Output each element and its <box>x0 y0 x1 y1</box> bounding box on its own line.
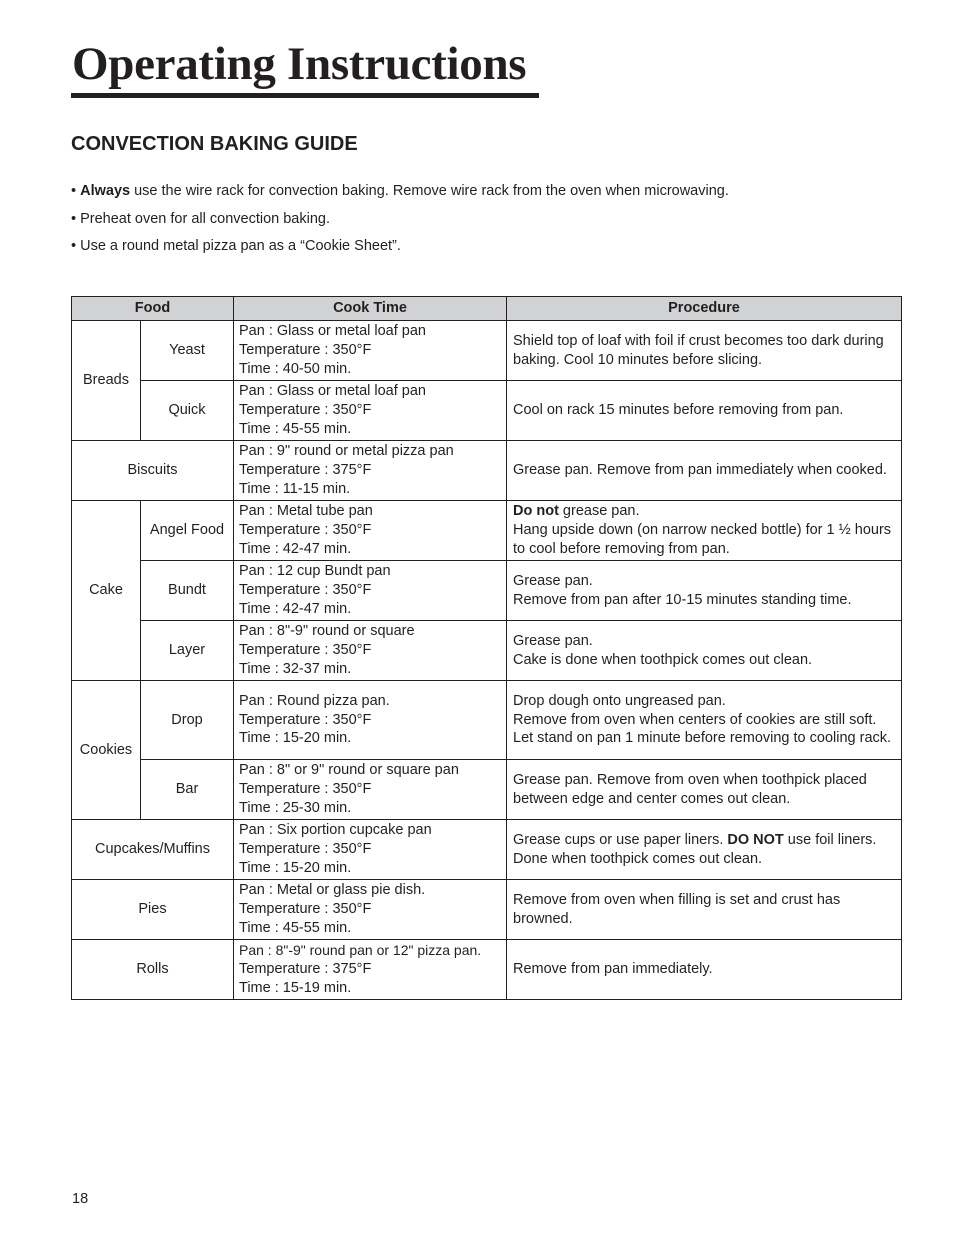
procedure-cell <box>507 621 902 681</box>
time-text: Time : 15-20 min. <box>239 859 352 876</box>
procedure-text: Done when toothpick comes out clean. <box>513 850 763 867</box>
procedure-text <box>513 831 897 850</box>
food-group-cell: Cookies <box>72 681 141 820</box>
bullet-text: use the wire rack for convection baking. Remove wire rack from the oven when microwaving. <box>130 183 729 199</box>
pan-text: Pan : 8"-9" round or square <box>239 623 415 640</box>
food-group-cell: Rolls <box>72 940 234 1000</box>
temperature-text: Temperature : 350°F <box>239 781 372 798</box>
food-group-cell: Breads <box>72 321 141 441</box>
cook-time-cell <box>234 441 507 501</box>
pan-text: Pan : 8"-9" round pan or 12" pizza pan. <box>239 942 482 959</box>
temperature-text: Temperature : 350°F <box>239 402 372 419</box>
procedure-cell <box>507 940 902 1000</box>
procedure-text: Grease pan. Remove from pan immediately when cooked. <box>513 462 887 479</box>
table-row <box>72 441 902 501</box>
cook-time-cell <box>234 501 507 561</box>
table-row <box>72 501 902 561</box>
bullet-text: Preheat oven for all convection baking. <box>80 210 330 227</box>
table-row <box>72 760 902 820</box>
food-group-cell: Cake <box>72 501 141 681</box>
pan-text: Pan : 12 cup Bundt pan <box>239 563 391 580</box>
procedure-cell <box>507 381 902 441</box>
procedure-text: Hang upside down (on narrow necked bottle) for 1 ½ hours to cool before removing from pan. <box>513 522 892 557</box>
bullet-emphasis: Always <box>80 183 131 199</box>
food-subtype-cell: Bundt <box>141 561 234 621</box>
procedure-text: Grease pan. Remove from oven when toothpick placed between edge and center comes out clean. <box>513 771 867 807</box>
temperature-text: Temperature : 350°F <box>239 711 372 728</box>
time-text: Time : 40-50 min. <box>239 360 352 377</box>
convection-baking-table <box>71 296 902 1000</box>
procedure-text-part: Grease cups or use paper liners. <box>513 831 728 848</box>
table-row <box>72 381 902 441</box>
food-subtype-cell: Bar <box>141 760 234 820</box>
title-underline <box>71 93 539 98</box>
time-text: Time : 42-47 min. <box>239 600 352 617</box>
cook-time-cell <box>234 321 507 381</box>
pan-text: Pan : 8" or 9" round or square pan <box>239 762 459 779</box>
bullet-item <box>71 236 729 256</box>
food-subtype-cell: Quick <box>141 381 234 441</box>
pan-text: Pan : 9" round or metal pizza pan <box>239 443 454 460</box>
temperature-text: Temperature : 375°F <box>239 961 372 978</box>
procedure-text: Remove from oven when filling is set and crust has browned. <box>513 891 841 927</box>
procedure-text: Shield top of loaf with foil if crust becomes too dark during baking. Cool 10 minutes before slicing. <box>513 332 884 368</box>
food-group-cell: Cupcakes/Muffins <box>72 820 234 880</box>
procedure-cell <box>507 561 902 621</box>
food-group-cell: Pies <box>72 880 234 940</box>
time-text: Time : 15-19 min. <box>239 979 352 996</box>
bullet-item <box>71 209 729 229</box>
table-row <box>72 561 902 621</box>
time-text: Time : 42-47 min. <box>239 540 352 557</box>
procedure-emphasis: Do not <box>513 503 559 520</box>
food-subtype-cell: Drop <box>141 681 234 760</box>
bullet-marker: • <box>71 238 81 254</box>
temperature-text: Temperature : 350°F <box>239 642 372 659</box>
cook-time-cell <box>234 681 507 760</box>
cook-time-cell <box>234 621 507 681</box>
procedure-text: Cool on rack 15 minutes before removing from pan. <box>513 402 844 419</box>
procedure-text: Cake is done when toothpick comes out clean. <box>513 651 813 668</box>
time-text: Time : 25-30 min. <box>239 799 352 816</box>
bullet-marker: • <box>71 210 81 227</box>
header-cook-time: Cook Time <box>234 297 507 321</box>
food-subtype-cell: Layer <box>141 621 234 681</box>
pan-text: Pan : Metal tube pan <box>239 503 373 520</box>
procedure-text: Remove from pan after 10-15 minutes standing time. <box>513 591 852 608</box>
procedure-cell <box>507 820 902 880</box>
food-subtype-cell: Yeast <box>141 321 234 381</box>
procedure-cell <box>507 321 902 381</box>
table-row <box>72 880 902 940</box>
pan-text: Pan : Six portion cupcake pan <box>239 822 432 839</box>
time-text: Time : 45-55 min. <box>239 420 352 437</box>
procedure-cell <box>507 681 902 760</box>
table-row <box>72 621 902 681</box>
header-procedure: Procedure <box>507 297 902 321</box>
bullet-text: Use a round metal pizza pan as a “Cookie Sheet”. <box>80 238 401 254</box>
pan-text: Pan : Round pizza pan. <box>239 692 390 709</box>
bullet-marker: • <box>71 183 81 199</box>
procedure-emphasis: DO NOT <box>727 831 784 848</box>
cook-time-cell <box>234 820 507 880</box>
temperature-text: Temperature : 350°F <box>239 841 372 858</box>
procedure-cell <box>507 441 902 501</box>
pan-text: Pan : Glass or metal loaf pan <box>239 323 426 340</box>
table-header-row <box>72 297 902 321</box>
table-row <box>72 681 902 760</box>
cook-time-cell <box>234 760 507 820</box>
page-number: 18 <box>72 1191 89 1207</box>
time-text: Time : 45-55 min. <box>239 919 352 936</box>
table-row <box>72 820 902 880</box>
section-heading: CONVECTION BAKING GUIDE <box>71 133 358 155</box>
temperature-text: Temperature : 350°F <box>239 342 372 359</box>
procedure-text-part: grease pan. <box>558 503 640 520</box>
temperature-text: Temperature : 375°F <box>239 462 372 479</box>
procedure-text: Grease pan. <box>513 572 593 589</box>
time-text: Time : 11-15 min. <box>239 480 351 497</box>
food-subtype-cell: Angel Food <box>141 501 234 561</box>
table-row <box>72 940 902 1000</box>
time-text: Time : 15-20 min. <box>239 730 352 747</box>
cook-time-cell <box>234 381 507 441</box>
temperature-text: Temperature : 350°F <box>239 901 372 918</box>
procedure-text <box>513 502 897 521</box>
cook-time-cell <box>234 880 507 940</box>
header-food: Food <box>72 297 234 321</box>
food-group-cell: Biscuits <box>72 441 234 501</box>
temperature-text: Temperature : 350°F <box>239 522 372 539</box>
cook-time-cell <box>234 940 507 1000</box>
procedure-text: Grease pan. <box>513 632 593 649</box>
temperature-text: Temperature : 350°F <box>239 582 372 599</box>
procedure-text: Remove from pan immediately. <box>513 961 713 978</box>
pan-text: Pan : Metal or glass pie dish. <box>239 882 426 899</box>
procedure-cell <box>507 501 902 561</box>
table-row <box>72 321 902 381</box>
procedure-cell <box>507 880 902 940</box>
procedure-text-part: use foil liners. <box>783 831 877 848</box>
procedure-text: Remove from oven when centers of cookies are still soft. Let stand on pan 1 minute before removing to cooling rack. <box>513 711 892 747</box>
page-title: Operating Instructions <box>72 38 527 90</box>
procedure-cell <box>507 760 902 820</box>
instruction-bullets <box>71 181 729 264</box>
pan-text: Pan : Glass or metal loaf pan <box>239 383 426 400</box>
procedure-text: Drop dough onto ungreased pan. <box>513 692 726 709</box>
bullet-item <box>71 181 729 201</box>
time-text: Time : 32-37 min. <box>239 660 352 677</box>
cook-time-cell <box>234 561 507 621</box>
